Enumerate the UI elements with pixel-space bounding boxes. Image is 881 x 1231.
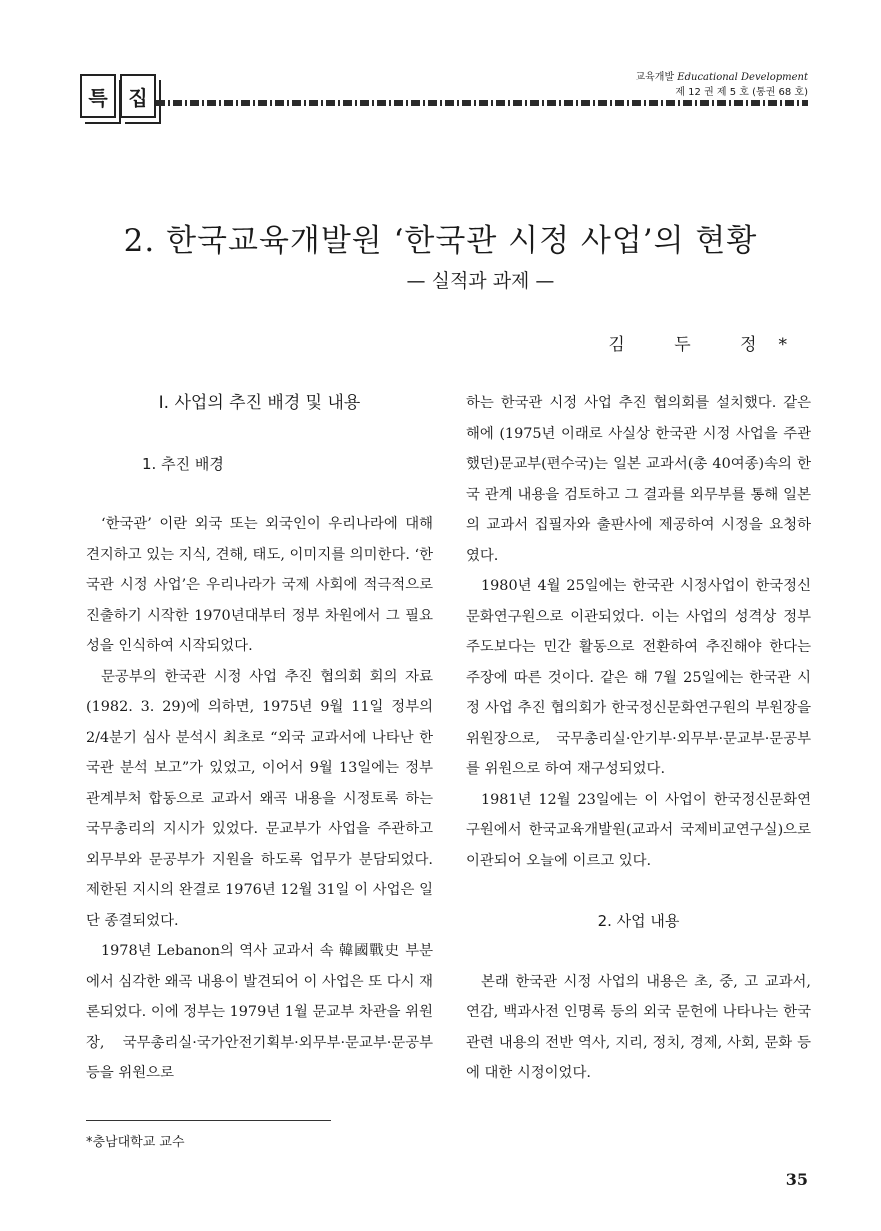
article-title: 2. 한국교육개발원 ‘한국관 시정 사업’의 현황 <box>123 223 758 259</box>
left-column <box>86 388 433 1089</box>
paragraph: 본래 한국관 시정 사업의 내용은 초, 중, 고 교과서, 연감, 백과사전 인명록 등의 외국 문헌에 나타나는 한국관련 내용의 전반 역사, 지리, 정치, 경제, 사회, 문화 등에 대한 시정이었다. <box>466 973 811 1081</box>
article-subtitle: — 실적과 과제 — <box>406 270 555 292</box>
special-feature-badge <box>80 74 156 118</box>
paragraph: 1978년 Lebanon의 역사 교과서 속 韓國戰史 부분에서 심각한 왜곡 내용이 발견되어 이 사업은 또 다시 재론되었다. 이에 정부는 1979년 1월 문교부 차관을 위원장, 국무총리실·국가안전기획부·외무부·문교부·문공부 등을 위원으로 <box>86 943 434 1081</box>
paragraph: 문공부의 한국관 시정 사업 추진 협의회 회의 자료 (1982. 3. 29)에 의하면, 1975년 9월 11일 정부의 2/4분기 심사 분석시 최초로 “외국 교과서에 나타난 한국관 분석 보고”가 있었고, 이어서 9월 13일에는 정부 관계부처 합동으로 교과서 왜곡 내용을 시정토록 하는 국무총리의 지시가 있었다. 문교부가 사업을 주관하고 외무부와 문공부가 지원을 하도록 업무가 분담되었다. 제한된 지시의 완결로 1976년 12월 31일 이 사업은 일단 종결되었다. <box>86 668 433 929</box>
badge-char-2: 집 <box>120 74 156 118</box>
author-footnote: *충남대학교 교수 <box>86 1135 185 1150</box>
footnote-rule <box>86 1120 331 1121</box>
right-column <box>466 388 811 1089</box>
journal-issue: 제 12 권 제 5 호 (통권 68 호) <box>675 87 808 98</box>
paragraph: 1981년 12월 23일에는 이 사업이 한국정신문화연구원에서 한국교육개발원(교과서 국제비교연구실)으로 이관되어 오늘에 이르고 있다. <box>466 791 811 869</box>
page-number: 35 <box>785 1170 808 1189</box>
journal-name-en: Educational Development <box>677 72 808 83</box>
header-decorative-rule <box>156 100 808 106</box>
journal-name <box>635 70 808 85</box>
journal-info <box>635 70 808 100</box>
subsection-heading-1: 1. 추진 배경 <box>142 454 224 473</box>
subsection-heading-2: 2. 사업 내용 <box>597 912 680 930</box>
article-author: 김 두 정* <box>608 335 809 355</box>
badge-char-1: 특 <box>80 74 116 118</box>
paragraph: 하는 한국관 시정 사업 추진 협의회를 설치했다. 같은 해에 (1975년 이래로 사실상 한국관 시정 사업을 주관했던)문교부(편수국)는 일본 교과서(총 40여종)속의 한국 관계 내용을 검토하고 그 결과를 외무부를 통해 일본의 교과서 집필자와 출판사에 제공하여 시정을 요청하였다. <box>466 395 811 564</box>
paragraph: 1980년 4월 25일에는 한국관 시정사업이 한국정신문화연구원으로 이관되었다. 이는 사업의 성격상 정부 주도보다는 민간 활동으로 전환하여 추진해야 한다는 주장에 따른 것이다. 같은 해 7월 25일에는 한국관 시정 사업 추진 협의회가 한국정신문화연구원의 부원장을 위원장으로, 국무총리실·안기부·외무부·문교부·문공부를 위원으로 하여 재구성되었다. <box>466 578 811 777</box>
journal-name-kr: 교육개발 <box>635 72 675 83</box>
section-heading: Ⅰ. 사업의 추진 배경 및 내용 <box>158 393 361 413</box>
paragraph: ‘한국관’ 이란 외국 또는 외국인이 우리나라에 대해 견지하고 있는 지식, 견해, 태도, 이미지를 의미한다. ‘한국관 시정 사업’은 우리나라가 국제 사회에 적극적으로 진출하기 시작한 1970년대부터 정부 차원에서 그 필요성을 인식하여 시작되었다. <box>86 516 433 654</box>
